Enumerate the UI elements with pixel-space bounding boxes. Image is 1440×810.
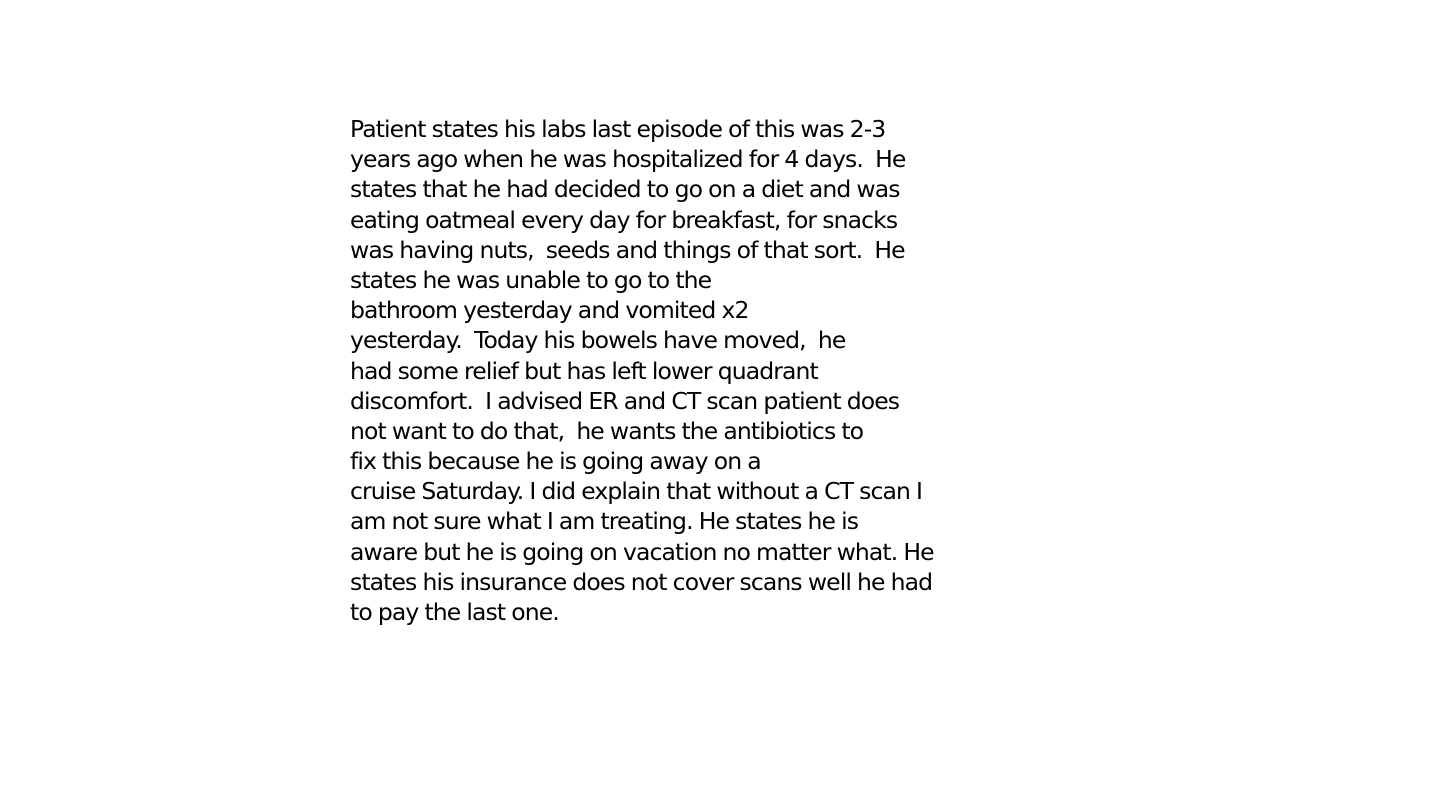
note-line-9: had some relief but has left lower quadrant xyxy=(350,356,818,385)
note-line-5: was having nuts, seeds and things of that sort. He xyxy=(350,235,905,264)
note-line-16: states his insurance does not cover scans well he had xyxy=(350,567,933,596)
note-line-17: to pay the last one. xyxy=(350,598,559,626)
note-line-14: am not sure what I am treating. He states he is xyxy=(350,507,859,536)
note-line-6: states he was unable to go to the xyxy=(350,265,712,294)
note-line-4: eating oatmeal every day for breakfast, for snacks xyxy=(350,205,898,234)
note-line-10: discomfort. I advised ER and CT scan patient does xyxy=(350,386,900,415)
note-line-1: Patient states his labs last episode of this was 2-3 xyxy=(350,115,886,143)
note-line-7: bathroom yesterday and vomited x2 xyxy=(350,296,749,325)
note-line-12: fix this because he is going away on a xyxy=(350,447,761,476)
note-line-3: states that he had decided to go on a diet and was xyxy=(350,175,900,204)
note-line-13: cruise Saturday. I did explain that without a CT scan I xyxy=(350,477,923,506)
note-line-15: aware but he is going on vacation no matter what. He xyxy=(350,537,934,566)
note-line-2: years ago when he was hospitalized for 4 days. He xyxy=(350,145,906,174)
note-line-8: yesterday. Today his bowels have moved, he xyxy=(350,326,846,355)
clinical-note-text xyxy=(350,114,990,627)
note-line-11: not want to do that, he wants the antibiotics to xyxy=(350,416,864,445)
